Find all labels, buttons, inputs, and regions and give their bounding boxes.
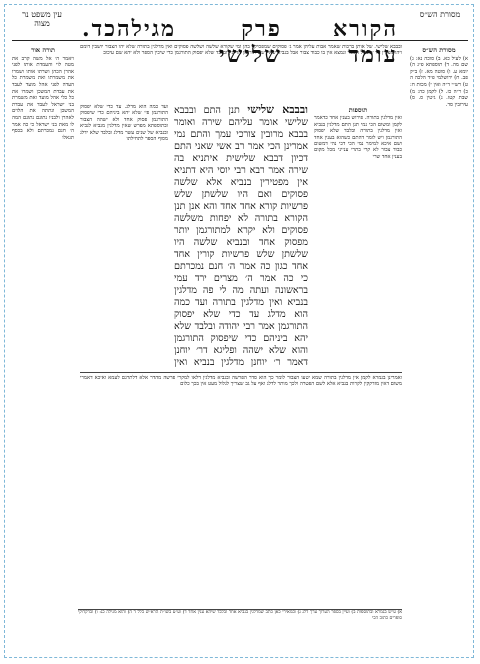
tosafot-heading: תוספות (348, 106, 368, 114)
page-footnotes: א) ע״ש בגמרא ובתוספות ב) ועיין בספר הערוך ערך דלג ג) ובמאירי כאן כתב שמדלגין בנביא אחד ובלבד שיהא ענין אחד ד) וע״ע בשו״ת הרא״ש כלל ד ה) והוא מגילה כג: ו) ובדקדוקי סופרים כתוב הכי (78, 609, 402, 644)
bottom-commentary: ואמרינן בגמרא לקמן אין מדלגין בתורה שמא יטעו הצבור לומר כך הוא סדר הפרשה ובנביא מדלגין דלאו למקרי פרשה מהדר אלא דלתרגם לעמא ואיכא דאמרי משום דאין מזדקקין לקרות בנביא אלא לשם הפטרה ולכך מותר לדלג ואף על גב שצריך לגלול מעט אין בכך כלום (80, 372, 402, 455)
gemara-text (174, 104, 308, 368)
main-text-block (80, 44, 402, 455)
tosafot-left (80, 104, 168, 364)
tractate-name: מגילה (117, 16, 177, 42)
left-margin-column (12, 44, 74, 644)
gemara-lead-word: ובבבא שלישי (247, 104, 308, 116)
masoret-label: מסורת הש״ס (419, 10, 461, 19)
torah-or-heading: תורה אור (31, 46, 55, 54)
right-margin-column (410, 44, 468, 564)
folio-number: כד. (82, 16, 117, 42)
gemara-body: תנן התם ובבבא שלישי אומר עליהם שירה ואומר בבבא מרובין צורכי עמך והתם נמי אמרינן הכי אמר רב אשי שאני התם דכיון דבבא שלישית איתניא בה שירה אמר רבא רבי יוסי היא דתניא אין מפטירין בנביא אלא שלשה פסוקים ואם היו שלשתן שלש פרשיות קורא אחד אחד והא אנן תנן הקורא בתורה לא יפחות משלשה פסוקים ולא יקרא למתורגמן יותר מפסוק אחד ובנביא שלשה היו שלשתן שלש פרשיות קורין אחד אחד כגון כה אמר ה׳ חנם נמכרתם כי כה אמר ה׳ מצרים ירד עמי בראשונה ועתה מה לי פה מדלגין בנביא ואין מדלגין בתורה ועד כמה הוא מדלג עד כדי שלא יפסוק התורגמן אמר רבי יהודה ובלבד שלא יהא ביניהם כדי שיפסוק התורגמן והוא שלא ישהה ופליגא דר׳ יוחנן דאמר ר׳ יוחנן מדלגין בנביא ואין (174, 105, 308, 368)
right-margin-heading: מסורת הש״ס (422, 46, 456, 54)
chapter-name: הקורא עומד (333, 16, 398, 68)
ein-mishpat-label: עין משפט נר מצוה (22, 10, 62, 28)
tosafot-right (314, 104, 402, 364)
tosafot-text-a: ואין מדלגין בתורה. פירוש בענין אחד כדאמר לקמן ומשום הכי נמי תנן התם מדלגין בנביא ואין מדלגין בתורה ובלבד שלא יפסוק התורגמן ויש לומר דהתם כשהוא בענין אחד ושם איכא למימר נמי הכי דכי נהי דמשום כבוד צבור לא קרי בתרי ענייני מכל מקום בענין אחד שרי (314, 115, 402, 160)
tosafot-text-b: ועד כמה הוא מדלג. עד כדי שלא יפסוק התורגמן פי׳ שלא יהא ביניהם כדי שיפסוק התורגמן פסוק אחד ולא ישהה הצבור ובתוספתא מפרש שאין מדלגין מנביא לנביא ובנביא של שנים עשר מדלג ובלבד שלא ידלג מסוף הספר לתחילתו (80, 104, 168, 143)
torah-or-text: ויאמר ה׳ אל משה קרב את מטה לוי והעמדת אותו לפני אהרן הכהן ושרתו אותו ושמרו את משמרתו ואת משמרת כל העדה לפני אהל מועד לעבד את עבדת המשכן ושמרו את כל כלי אהל מועד ואת משמרת בני ישראל לעבד את עבדת המשכן ונתתה את הלוים לאהרן ולבניו נתונם נתונם המה לו מאת בני ישראל כי כה אמר ה׳ חנם נמכרתם ולא בכסף תגאלו (12, 55, 74, 141)
right-margin-text: א) לעיל כא. ב) סוכה נא: ג) שם מה. ד) תוספתא פ״ג ה) יומא ע. ו) סוטה מא. ז) ב״ק פב. ח) ירושלמי פ״ד הלכה ה ט) רש״י ד״ה ואין י) מכות ח: כ) ר״ה כז. ל) לקמן כה: מ) שבת קטז. נ) גיטין ס. ס) עירובין סד. (410, 55, 468, 108)
chapter-number: פרק שלישי (218, 16, 282, 68)
talmud-page (12, 10, 468, 650)
rashi-commentary: ובבבא שלישי. של אותן ברכות שאמר אבות עליהן אמר ג׳ פסוקים שמפסיקין בהן ומי שקורא שלשה ושלשה פסוקים ואין מדלגין בתורה שלא יהו הצבור יושבין דומם ויהו מצפין עד שיגלול הספר ונמצא אין בו כבוד צבור אבל בנביא שאין שם תורגמן מדלגין ובלבד שלא יפסוק התורגמן כדי שיכין הספר ולא יהא שם עיכוב (80, 44, 402, 57)
center-section (80, 104, 402, 368)
